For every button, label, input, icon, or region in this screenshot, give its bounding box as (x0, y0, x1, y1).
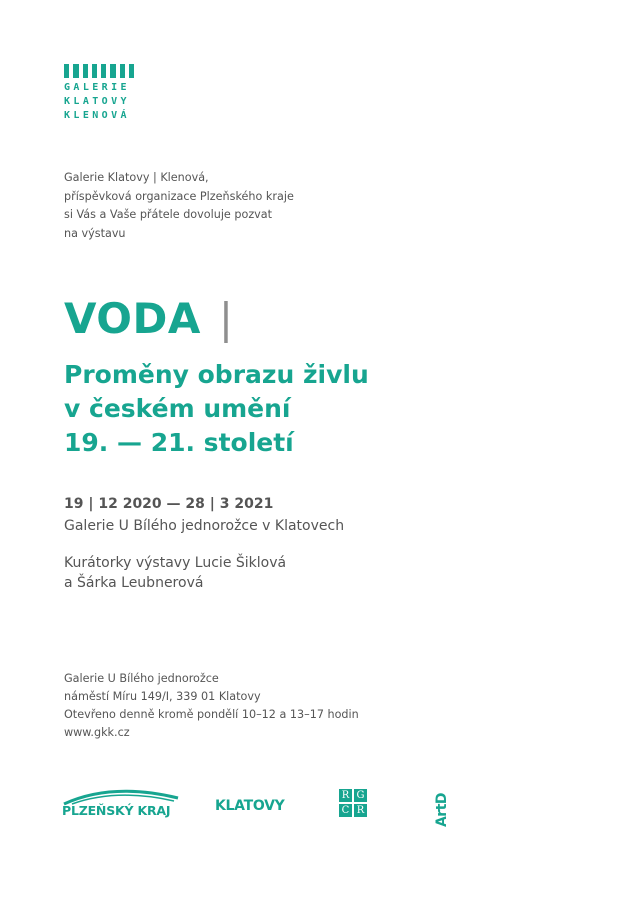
invitation-line: Galerie Klatovy | Klenová, (64, 171, 209, 184)
rgcr-logo (338, 788, 368, 818)
exhibition-subtitle (64, 358, 369, 460)
curators (64, 553, 286, 593)
venue-address (64, 670, 359, 742)
curators-line: Kurátorky výstavy Lucie Šiklová (64, 555, 287, 571)
subtitle-line: Proměny obrazu živlu (64, 360, 369, 389)
website-link[interactable]: www.gkk.cz (64, 726, 130, 739)
gallery-logo (64, 64, 134, 123)
logo-bars (64, 64, 134, 78)
plzensky-kraj-label: PLZEŇSKÝ KRAJ (62, 803, 171, 818)
rgcr-letter: R (338, 788, 353, 803)
curators-line: a Šárka Leubnerová (64, 575, 204, 591)
invitation-line: si Vás a Vaše přátele dovoluje pozvat (64, 208, 273, 222)
title-main: VODA (64, 294, 201, 343)
rgcr-letter: G (353, 788, 368, 803)
invitation-line: na výstavu (64, 227, 126, 241)
artd-logo: ArtD (434, 792, 451, 828)
exhibition-title (64, 292, 234, 346)
rgcr-letter: C (338, 803, 353, 818)
rgcr-letter: R (353, 803, 368, 818)
partner-logos (60, 778, 460, 828)
logo-wordmark (64, 81, 134, 123)
address-line: Otevřeno denně kromě pondělí 10–12 a 13–17 hodin (64, 708, 359, 721)
klatovy-logo: KLATOVY (215, 798, 285, 814)
logo-word: KLATOVY (64, 96, 130, 107)
subtitle-line: v českém umění (64, 394, 291, 423)
invitation-line: příspěvková organizace Plzeňského kraje (64, 189, 294, 203)
title-separator: | (218, 294, 234, 343)
logo-word: GALERIE (64, 82, 130, 93)
invitation-text (64, 169, 294, 244)
logo-word: KLENOVÁ (64, 110, 130, 121)
address-line: Galerie U Bílého jednorožce (64, 672, 219, 685)
event-info (64, 493, 344, 537)
plzensky-kraj-logo (62, 786, 177, 822)
subtitle-line: 19. — 21. století (64, 428, 294, 457)
event-dates: 19 | 12 2020 — 28 | 3 2021 (64, 496, 274, 512)
address-line: náměstí Míru 149/I, 339 01 Klatovy (64, 690, 261, 703)
event-venue: Galerie U Bílého jednorožce v Klatovech (64, 518, 345, 534)
